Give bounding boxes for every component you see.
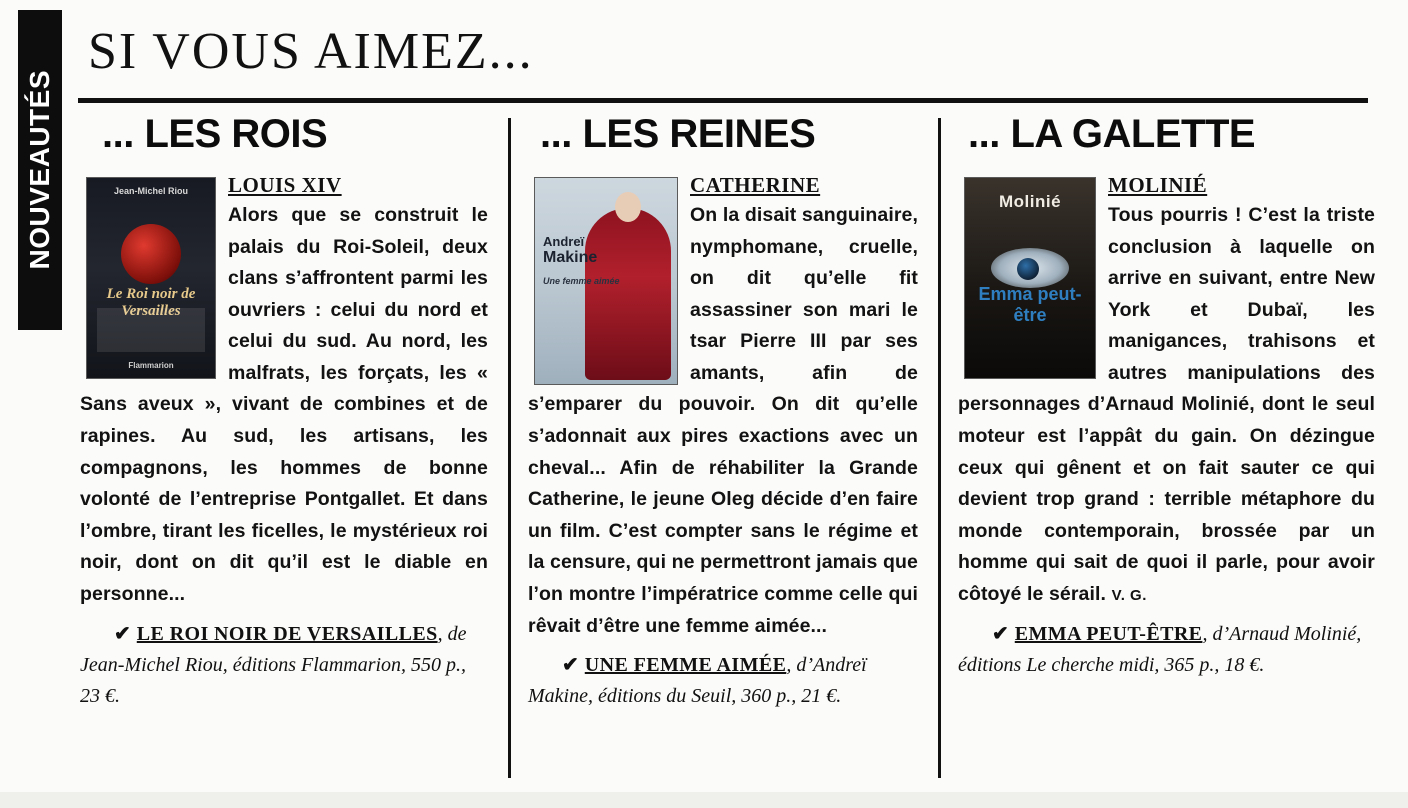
- column-heading-rois: ... LES ROIS: [102, 112, 328, 156]
- reference-work-title: LE ROI NOIR DE VERSAILLES: [136, 622, 438, 645]
- cover-author-first: Andreï: [543, 234, 585, 249]
- column-heading-galette: ... LA GALETTE: [968, 112, 1256, 156]
- book-cover-emma-peut-etre: [964, 177, 1096, 379]
- entry-body-catherine: On la disait sanguinaire, nymphomane, cruelle, on dit qu’elle fit assassiner son mari le tsar Pierre III par ses amants, afin de s’emparer du pouvoir. On dit qu’elle s’adonnait aux pires exactions avec un cheval... Afin de réhabiliter la Grande Catherine, le jeune Oleg décide d’en faire un film. C’est compter sans le régime et la censure, qui ne permettront jamais que l’on montre l’impératrice comme celle qui rêvait d’être une femme aimée...: [528, 204, 918, 637]
- reference-work-title: UNE FEMME AIMÉE: [584, 654, 787, 677]
- page-bottom-edge: [0, 792, 1408, 808]
- reference-details: , de Jean-Michel Riou, éditions Flammarion, 550 p., 23 €.: [80, 622, 467, 707]
- rubric-label: NOUVEAUTÉS: [24, 70, 55, 270]
- entry-title-molinie: MOLINIÉ: [1108, 173, 1208, 197]
- cover-title-line: Le Roi noir de Versailles: [106, 286, 196, 320]
- author-initials: V. G.: [1111, 586, 1147, 604]
- cover-author-last: Makine: [543, 249, 598, 266]
- page-title: SI VOUS AIMEZ...: [88, 23, 534, 80]
- cover-eye-pupil: [1017, 258, 1039, 280]
- reference-details: , d’Andreï Makine, éditions du Seuil, 360 p., 21 €.: [528, 654, 867, 708]
- cover-title-line: Emma peut-être: [978, 284, 1082, 325]
- check-icon: ✔: [114, 622, 131, 645]
- article-column-rois: [80, 112, 510, 792]
- cover-bottom-band: [97, 308, 205, 352]
- check-icon: ✔: [562, 654, 579, 677]
- entry-body-text: Tous pourris ! C’est la triste conclusion à laquelle on arrive en suivant, entre New York et Dubaï, les manigances, trahisons et autres manipulations des personnages d’Arnaud Molinié, dont le seul moteur est l’appât du gain. On dézingue ceux qui gênent et on fait sauter ce qui devient trop grand : terrible métaphore du monde contemporain, brossée par un homme qui sait de quoi il parle, pour avoir côtoyé le sérail.: [958, 204, 1375, 605]
- book-cover-roi-noir: [86, 177, 216, 379]
- book-reference-reines: [528, 650, 918, 712]
- reference-work-title: EMMA PEUT-ÊTRE: [1014, 622, 1203, 645]
- cover-author-line: Molinié: [998, 192, 1062, 211]
- entry-title-louis-xiv: LOUIS XIV: [228, 173, 342, 197]
- reference-details: , d’Arnaud Molinié, éditions Le cherche midi, 365 p., 18 €.: [958, 622, 1362, 676]
- book-cover-femme-aimee: [534, 177, 678, 385]
- cover-title-line: Une femme aimée: [543, 276, 620, 286]
- book-reference-galette: [958, 619, 1375, 681]
- entry-body-louis-xiv: Alors que se construit le palais du Roi-Soleil, deux clans s’affrontent parmi les ouvriers : celui du nord et celui du sud. Au nord, les malfrats, les forçats, les « Sans aveux », vivant de combines et de rapines. Au sud, les artisans, les compagnons, les hommes de bonne volonté de l’entreprise Pontgallet. Et dans l’ombre, tirant les ficelles, le mystérieux roi noir, dont on dit qu’il est le diable en personne...: [80, 204, 488, 605]
- header-divider-rule: [78, 98, 1368, 103]
- cover-publisher-line: Flammarion: [128, 361, 174, 370]
- column-heading-reines: ... LES REINES: [540, 112, 816, 156]
- cover-red-disc-icon: [121, 224, 181, 284]
- book-reference-rois: [80, 619, 488, 712]
- article-column-reines: [510, 112, 940, 792]
- cover-figure-head: [615, 192, 641, 222]
- entry-title-catherine: CATHERINE: [690, 173, 821, 197]
- section-rubric-tab: [18, 10, 62, 330]
- check-icon: ✔: [992, 622, 1009, 645]
- cover-author-line: [543, 234, 677, 267]
- cover-author-line: Jean-Michel Riou: [113, 186, 188, 196]
- articles-columns: [80, 112, 1375, 792]
- article-column-galette: [940, 112, 1375, 792]
